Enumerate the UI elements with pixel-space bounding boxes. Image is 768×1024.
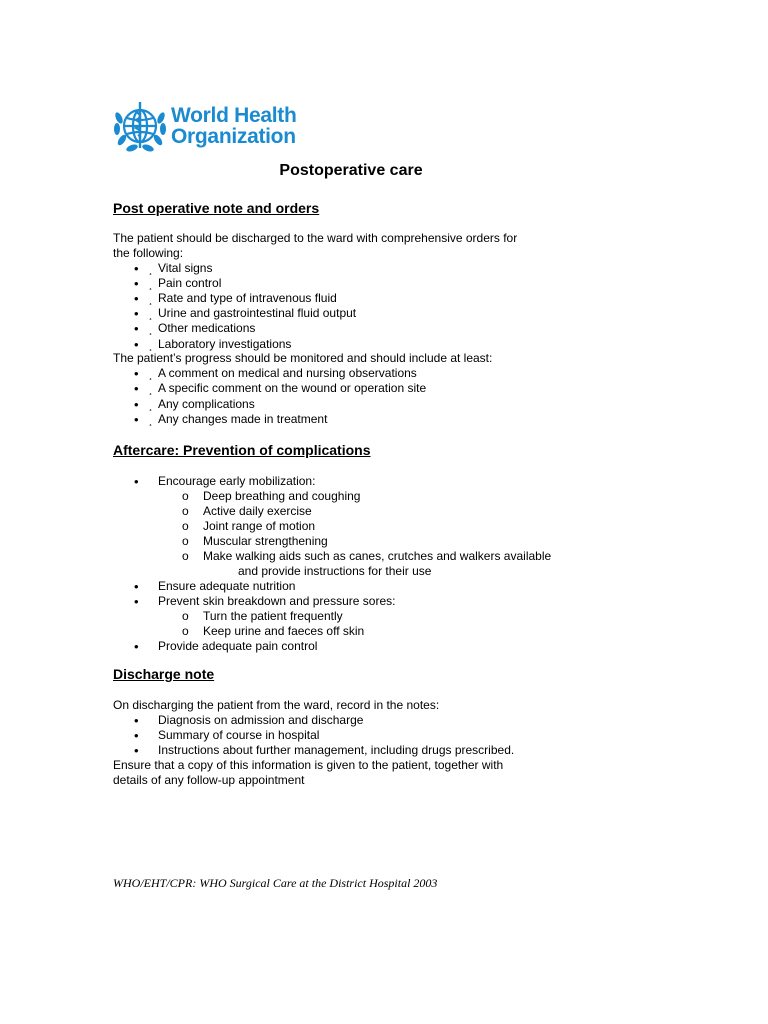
- progress-text: The patient’s progress should be monitored and should include at least:: [113, 351, 493, 365]
- list-item: • Encourage early mobilization: o Deep breathing and coughing o Active daily exercise o Joint range of motion o Muscular strengthening o Make walking aids such as canes, crutches and walkers available and provide instructions for their use: [113, 474, 551, 579]
- list-item: • Summary of course in hospital: [113, 728, 514, 743]
- list-item: o Joint range of motion: [158, 519, 551, 534]
- list-item: • ¸ Rate and type of intravenous fluid: [113, 291, 356, 306]
- footer-citation: WHO/EHT/CPR: WHO Surgical Care at the District Hospital 2003: [113, 876, 438, 890]
- discharge-list: [113, 713, 514, 758]
- list-item: o Muscular strengthening: [158, 534, 551, 549]
- list-item: • ¸ Urine and gastrointestinal fluid output: [113, 306, 356, 321]
- list-item: o Deep breathing and coughing: [158, 489, 551, 504]
- orders-heading: Post operative note and orders: [113, 200, 320, 216]
- list-item: • ¸ Any changes made in treatment: [113, 412, 426, 427]
- skin-sublist: [158, 609, 551, 639]
- list-item: • ¸ Laboratory investigations: [113, 337, 356, 352]
- list-item: o Active daily exercise: [158, 504, 551, 519]
- list-item: • Instructions about further management, including drugs prescribed.: [113, 743, 514, 758]
- list-item: o Turn the patient frequently: [158, 609, 551, 624]
- list-item: • Provide adequate pain control: [113, 639, 551, 654]
- list-item: • ¸ Other medications: [113, 321, 356, 336]
- who-emblem-icon: [112, 98, 168, 154]
- orders-intro-2: the following:: [113, 246, 184, 260]
- list-item: • ¸ Vital signs: [113, 261, 356, 276]
- list-item: • ¸ Pain control: [113, 276, 356, 291]
- mobilization-sublist: [158, 489, 551, 579]
- aftercare-list: [113, 474, 551, 654]
- logo-line-2: Organization: [171, 125, 296, 148]
- list-item: • ¸ A specific comment on the wound or operation site: [113, 381, 426, 396]
- discharge-heading: Discharge note: [113, 666, 215, 682]
- list-item: o Keep urine and faeces off skin: [158, 624, 551, 639]
- list-item: • Diagnosis on admission and discharge: [113, 713, 514, 728]
- ensure-line-2: details of any follow-up appointment: [113, 773, 305, 787]
- ensure-line-1: Ensure that a copy of this information is given to the patient, together with: [113, 758, 504, 772]
- orders-list: [113, 261, 356, 352]
- progress-list: [113, 366, 426, 427]
- list-item: • Prevent skin breakdown and pressure sores: o Turn the patient frequently o Keep urine and faeces off skin: [113, 594, 551, 639]
- list-item: • ¸ A comment on medical and nursing observations: [113, 366, 426, 381]
- list-item: o Make walking aids such as canes, crutches and walkers available and provide instructions for their use: [158, 549, 551, 579]
- orders-intro-1: The patient should be discharged to the ward with comprehensive orders for: [113, 231, 518, 245]
- page-title: Postoperative care: [279, 162, 423, 179]
- aftercare-heading: Aftercare: Prevention of complications: [113, 442, 371, 458]
- list-item: • ¸ Any complications: [113, 397, 426, 412]
- discharge-intro: On discharging the patient from the ward, record in the notes:: [113, 698, 440, 712]
- logo-line-1: World Health: [171, 104, 297, 127]
- list-item: • Ensure adequate nutrition: [113, 579, 551, 594]
- who-logo: [112, 98, 297, 154]
